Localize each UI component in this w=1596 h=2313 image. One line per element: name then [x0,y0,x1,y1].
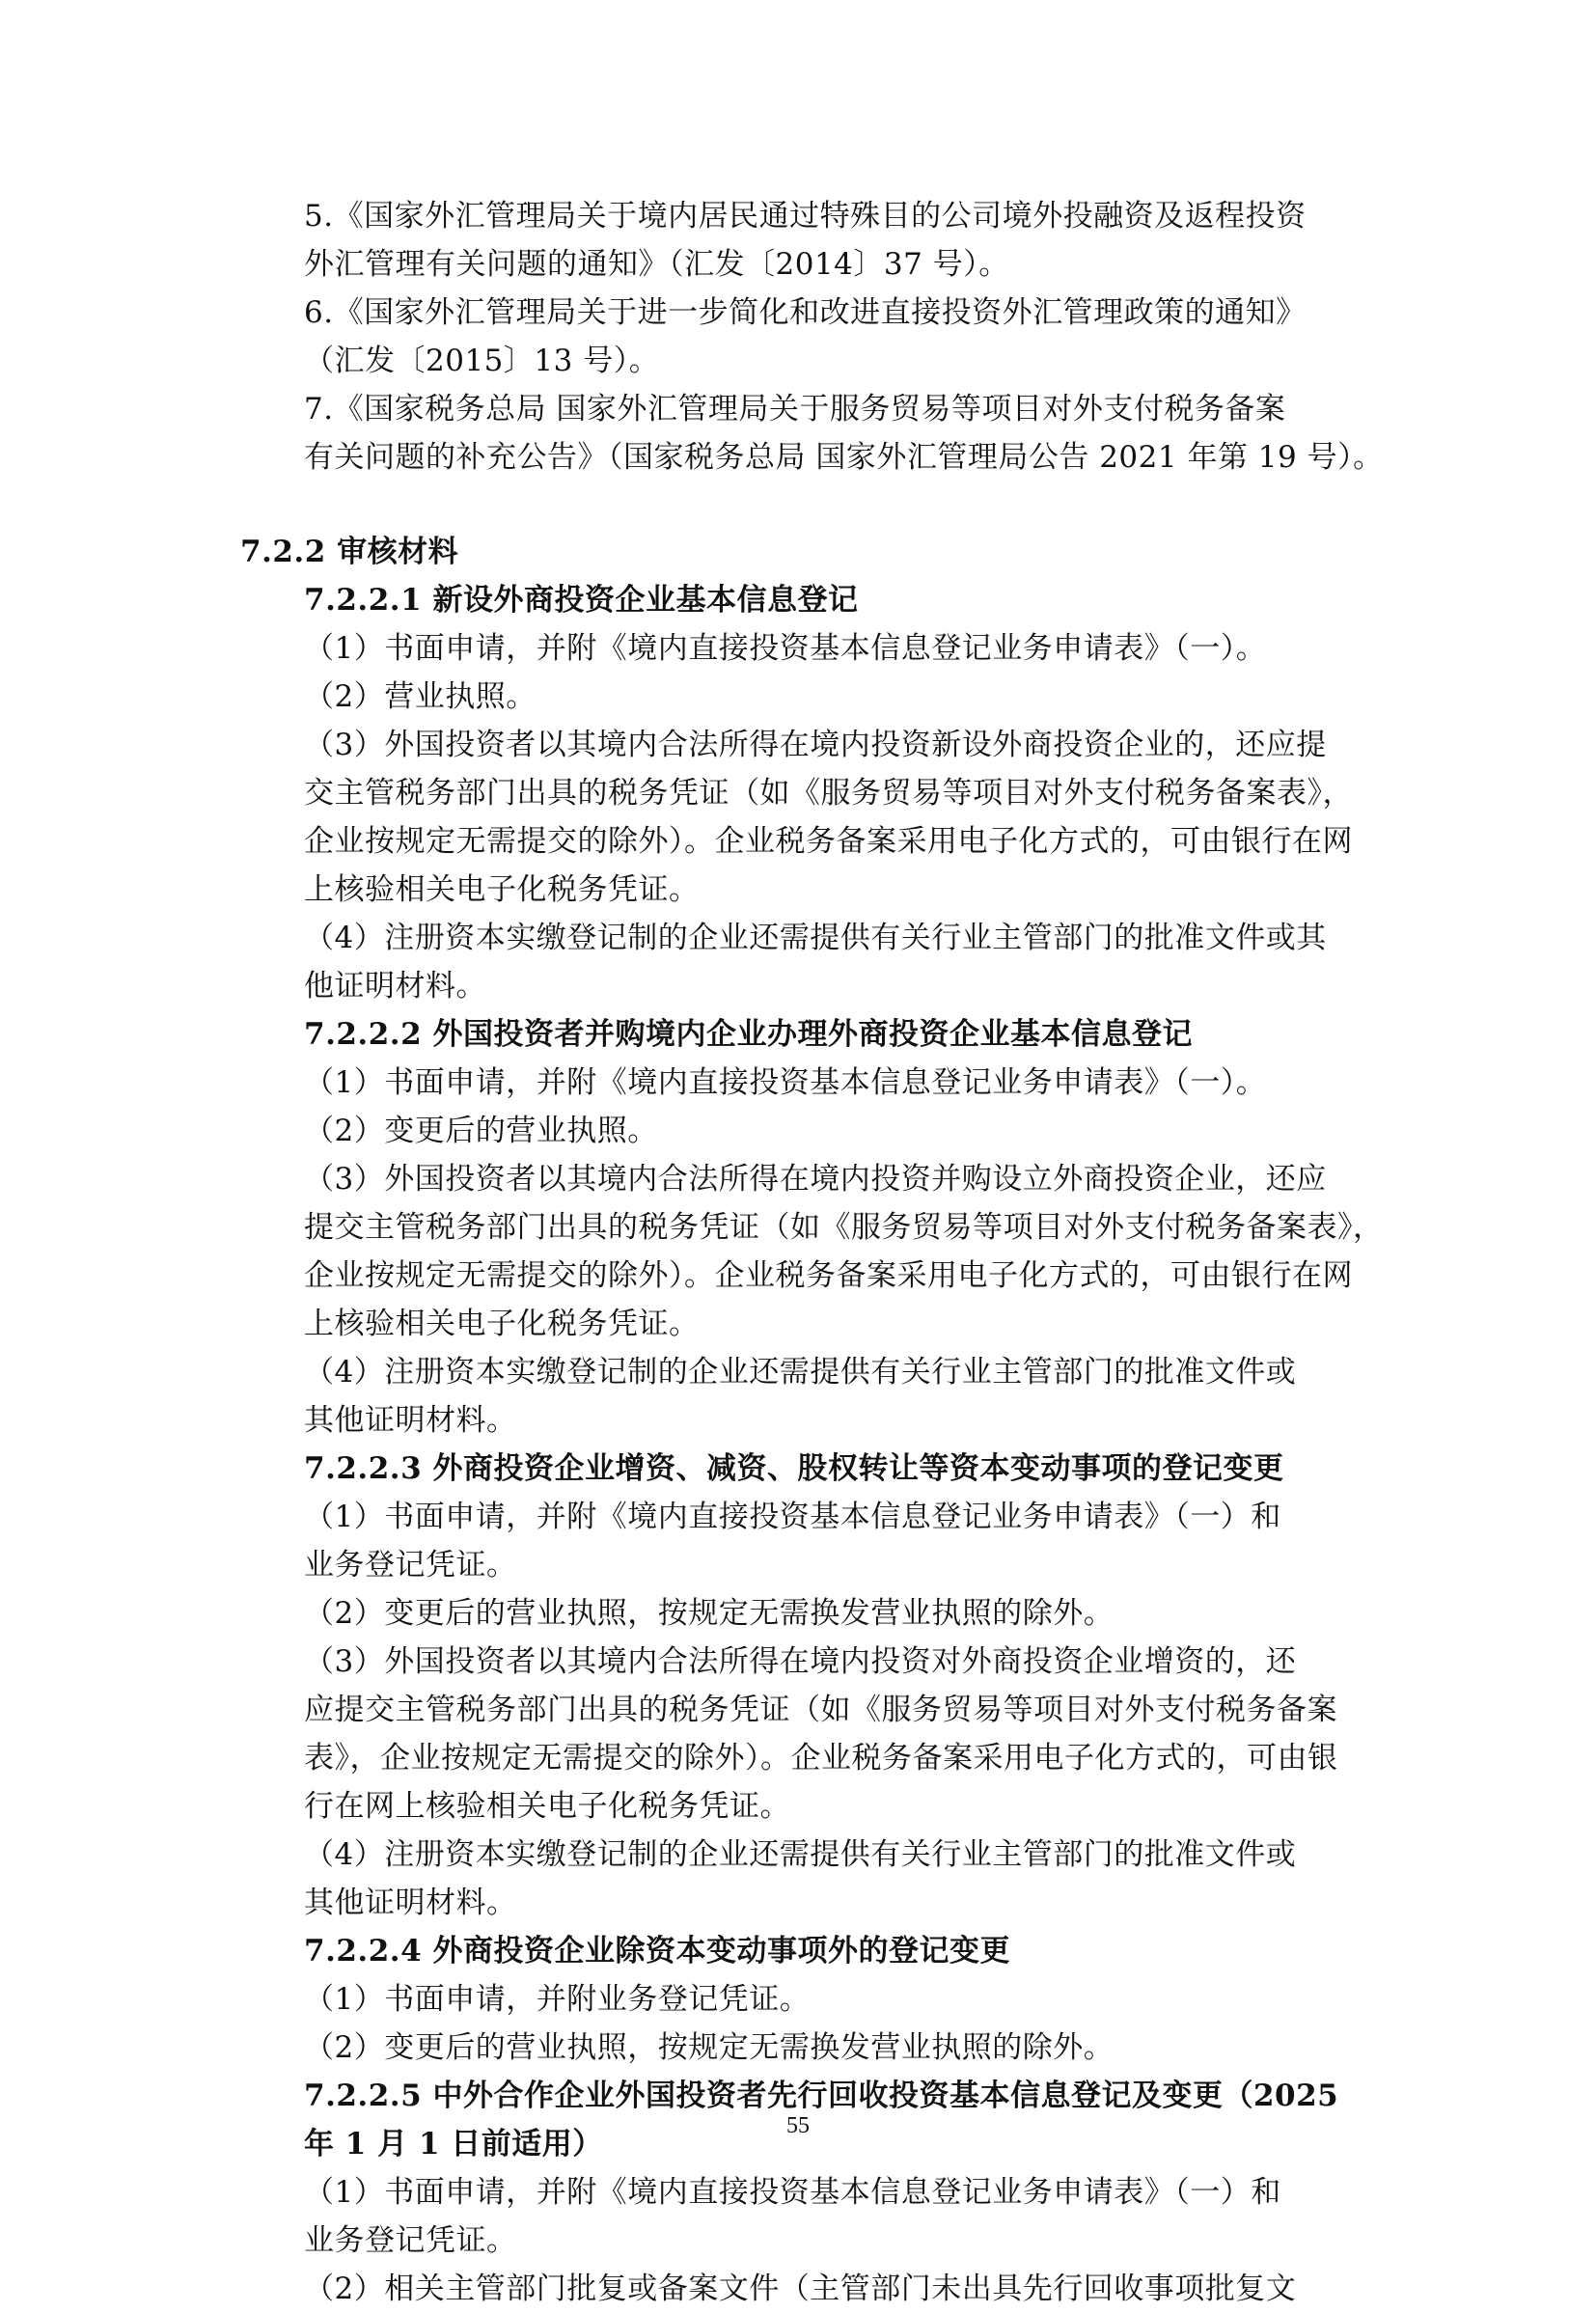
text-line: 7.2.2.1 新设外商投资企业基本信息登记 [304,583,859,618]
text-line: 行在网上核验相关电子化税务凭证。 [304,1789,790,1824]
paragraph [240,1975,1362,2024]
text-line: （2）变更后的营业执照，按规定无需换发营业执照的除外。 [304,1596,1114,1631]
paragraph [240,1589,1362,1638]
paragraph [240,1831,1362,1927]
text-line: 外汇管理有关问题的通知》（汇发〔2014〕37 号）。 [304,247,1009,282]
paragraph [240,914,1362,1010]
text-line: （1）书面申请，并附业务登记凭证。 [304,1982,811,2017]
text-line: 提交主管税务部门出具的税务凭证（如《服务贸易等项目对外支付税务备案表》， [304,1210,1384,1245]
page-body [240,192,1384,2313]
text-line: 6.《国家外汇管理局关于进一步简化和改进直接投资外汇管理政策的通知》 [304,295,1307,330]
text-line: （2）营业执照。 [304,679,537,714]
text-line: 其他证明材料。 [304,1403,517,1438]
paragraph [240,289,1362,385]
text-line: （1）书面申请，并附《境内直接投资基本信息登记业务申请表》（一）。 [304,631,1267,666]
paragraph [240,1348,1362,1445]
text-line: 应提交主管税务部门出具的税务凭证（如《服务贸易等项目对外支付税务备案 [304,1693,1337,1727]
text-line: （2）变更后的营业执照，按规定无需换发营业执照的除外。 [304,2030,1114,2065]
text-line: （汇发〔2015〕13 号）。 [304,344,660,378]
text-line: （2）相关主管部门批复或备案文件（主管部门未出具先行回收事项批复文 [304,2272,1297,2306]
text-line: （4）注册资本实缴登记制的企业还需提供有关行业主管部门的批准文件或其 [304,921,1327,955]
text-line: （1）书面申请，并附《境内直接投资基本信息登记业务申请表》（一）和 [304,1500,1281,1534]
text-line: 交主管税务部门出具的税务凭证（如《服务贸易等项目对外支付税务备案表》， [304,776,1353,811]
text-line: 7.2.2 审核材料 [240,535,459,569]
paragraph [240,1107,1362,1155]
text-line: （3）外国投资者以其境内合法所得在境内投资对外商投资企业增资的，还 [304,1644,1297,1679]
text-line: 年 1 月 1 日前适用） [304,2127,603,2162]
paragraph [240,721,1362,914]
text-line: 上核验相关电子化税务凭证。 [304,1307,700,1341]
text-line: 5.《国家外汇管理局关于境内居民通过特殊目的公司境外投融资及返程投资 [304,199,1307,234]
text-line: 7.2.2.5 中外合作企业外国投资者先行回收投资基本信息登记及变更（2025 [304,2079,1339,2113]
text-line: 7.2.2.4 外商投资企业除资本变动事项外的登记变更 [304,1934,1010,1969]
text-line: （1）书面申请，并附《境内直接投资基本信息登记业务申请表》（一）和 [304,2175,1281,2210]
page-number: 55 [786,2113,810,2138]
text-line: 企业按规定无需提交的除外）。企业税务备案采用电子化方式的，可由银行在网 [304,824,1353,859]
text-line: 企业按规定无需提交的除外）。企业税务备案采用电子化方式的，可由银行在网 [304,1258,1353,1293]
subsection-heading [240,576,1362,624]
subsection-heading [240,1445,1362,1493]
paragraph [240,1493,1362,1589]
paragraph [240,385,1384,482]
subsection-heading [240,1927,1362,1975]
subsection-heading [240,1010,1362,1059]
text-line: 业务登记凭证。 [304,2223,517,2258]
text-line: 7.2.2.3 外商投资企业增资、减资、股权转让等资本变动事项的登记变更 [304,1451,1284,1486]
paragraph [240,1059,1362,1107]
section-heading [240,528,1362,576]
text-line: 有关问题的补充公告》（国家税务总局 国家外汇管理局公告 2021 年第 19 号）。 [304,440,1384,475]
paragraph [240,1638,1362,1831]
text-line: 他证明材料。 [304,969,486,1004]
text-line: （3）外国投资者以其境内合法所得在境内投资新设外商投资企业的，还应提 [304,728,1327,762]
text-line: 业务登记凭证。 [304,1548,517,1583]
text-line: 7.2.2.2 外国投资者并购境内企业办理外商投资企业基本信息登记 [304,1017,1193,1052]
paragraph [240,673,1362,721]
text-line: 上核验相关电子化税务凭证。 [304,872,700,907]
paragraph [240,2168,1362,2265]
text-line: （3）外国投资者以其境内合法所得在境内投资并购设立外商投资企业，还应 [304,1162,1327,1197]
paragraph [240,2024,1362,2072]
text-line: （4）注册资本实缴登记制的企业还需提供有关行业主管部门的批准文件或 [304,1837,1297,1872]
paragraph [240,624,1362,673]
paragraph [240,192,1362,289]
text-line: 7.《国家税务总局 国家外汇管理局关于服务贸易等项目对外支付税务备案 [304,392,1286,427]
text-line: 表》，企业按规定无需提交的除外）。企业税务备案采用电子化方式的，可由银 [304,1741,1338,1776]
text-line: （2）变更后的营业执照。 [304,1114,658,1148]
paragraph [240,2265,1362,2313]
text-line: 其他证明材料。 [304,1886,517,1920]
paragraph [240,1155,1384,1348]
text-line: （1）书面申请，并附《境内直接投资基本信息登记业务申请表》（一）。 [304,1065,1267,1100]
text-line: （4）注册资本实缴登记制的企业还需提供有关行业主管部门的批准文件或 [304,1355,1297,1390]
